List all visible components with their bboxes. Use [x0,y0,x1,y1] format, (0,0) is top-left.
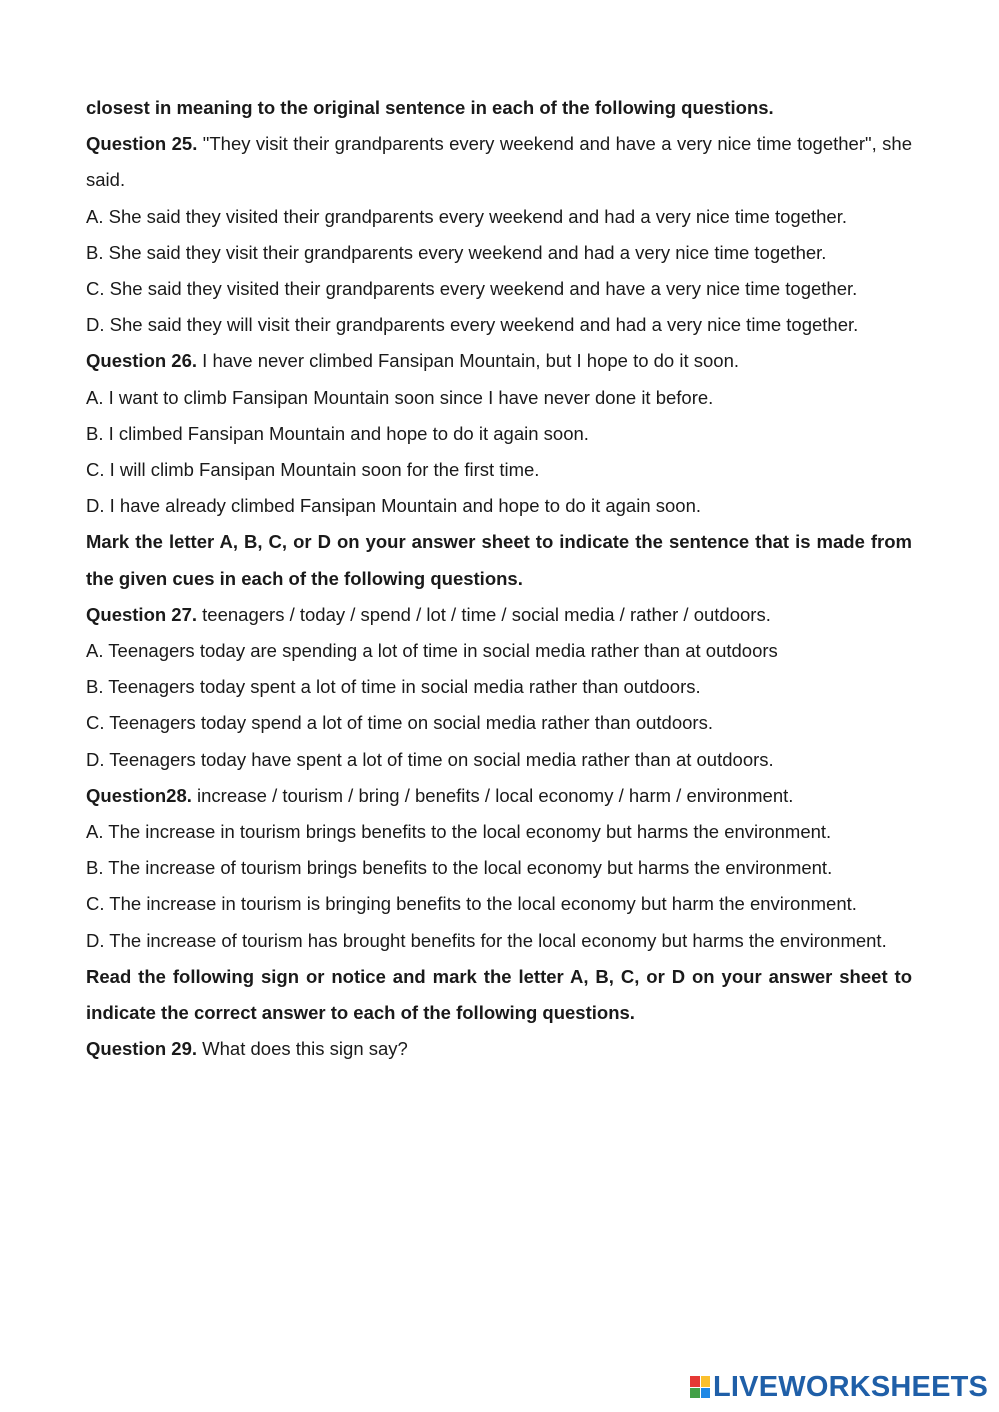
paragraph-text: C. Teenagers today spend a lot of time on social media rather than outdoors. [86,712,713,734]
answer-option [86,633,912,669]
paragraph-text: C. I will climb Fansipan Mountain soon for the first time. [86,459,540,481]
paragraph-text: D. The increase of tourism has brought benefits for the local economy but harms the environment. [86,929,887,951]
question-stem [86,597,912,633]
answer-option [86,271,912,307]
paragraph-text: increase / tourism / bring / benefits / local economy / harm / environment. [191,784,794,806]
paragraph-text: I have never climbed Fansipan Mountain, but I hope to do it soon. [197,350,740,372]
question-stem [86,778,912,814]
section-instruction [86,524,912,596]
paragraph-text: A. I want to climb Fansipan Mountain soon since I have never done it before. [86,386,714,408]
paragraph-text: D. I have already climbed Fansipan Mountain and hope to do it again soon. [86,495,702,517]
answer-option [86,850,912,886]
paragraph-text: "They visit their grandparents every weekend and have a very nice time together", she said. [86,133,912,191]
paragraph-text: C. She said they visited their grandparents every weekend and have a very nice time together. [86,278,858,300]
question-label: Question 29. [86,1038,198,1060]
answer-option [86,705,912,741]
paragraph-text: B. Teenagers today spent a lot of time in social media rather than outdoors. [86,676,701,698]
answer-option [86,669,912,705]
logo-mark-square [701,1376,711,1387]
paragraph-text: A. Teenagers today are spending a lot of time in social media rather than at outdoors [86,640,778,662]
logo-mark-square [690,1388,700,1399]
liveworksheets-logo [690,1372,988,1402]
logo-mark-square [690,1376,700,1387]
answer-option [86,742,912,778]
answer-option [86,380,912,416]
logo-mark-icon [690,1376,710,1398]
question-stem [86,1031,912,1067]
answer-option [86,416,912,452]
paragraph-text: teenagers / today / spend / lot / time / social media / rather / outdoors. [197,603,771,625]
answer-option [86,488,912,524]
paragraph-text: B. I climbed Fansipan Mountain and hope to do it again soon. [86,422,589,444]
paragraph-text: D. She said they will visit their grandparents every weekend and had a very nice time together. [86,314,859,336]
question-stem [86,126,912,198]
paragraph-text: A. She said they visited their grandparents every weekend and had a very nice time together. [86,205,848,227]
section-instruction [86,959,912,1031]
paragraph-text: Mark the letter A, B, C, or D on your answer sheet to indicate the sentence that is made from the given cues in each of the following questions. [86,531,912,589]
paragraph-text: B. She said they visit their grandparents every weekend and had a very nice time together. [86,241,827,263]
worksheet-page [86,90,912,1067]
logo-text: LIVEWORKSHEETS [713,1370,989,1403]
answer-option [86,235,912,271]
paragraph-text: What does this sign say? [197,1038,408,1060]
question-label: Question 26. [86,350,198,372]
answer-option [86,886,912,922]
answer-option [86,814,912,850]
answer-option [86,199,912,235]
question-label: Question 27. [86,603,198,625]
answer-option [86,923,912,959]
paragraph-text: A. The increase in tourism brings benefits to the local economy but harms the environment. [86,821,832,843]
answer-option [86,307,912,343]
logo-mark-square [701,1388,711,1399]
question-stem [86,343,912,379]
question-label: Question 25. [86,133,198,155]
question-label: Question28. [86,784,192,806]
answer-option [86,452,912,488]
paragraph-text: Read the following sign or notice and mark the letter A, B, C, or D on your answer sheet to indicate the correct answer to each of the following questions. [86,965,912,1024]
paragraph-text: closest in meaning to the original sentence in each of the following questions. [86,97,774,118]
paragraph-text: C. The increase in tourism is bringing benefits to the local economy but harm the environment. [86,893,857,915]
section-instruction [86,90,912,126]
paragraph-text: D. Teenagers today have spent a lot of time on social media rather than at outdoors. [86,748,774,770]
paragraph-text: B. The increase of tourism brings benefits to the local economy but harms the environment. [86,857,833,879]
